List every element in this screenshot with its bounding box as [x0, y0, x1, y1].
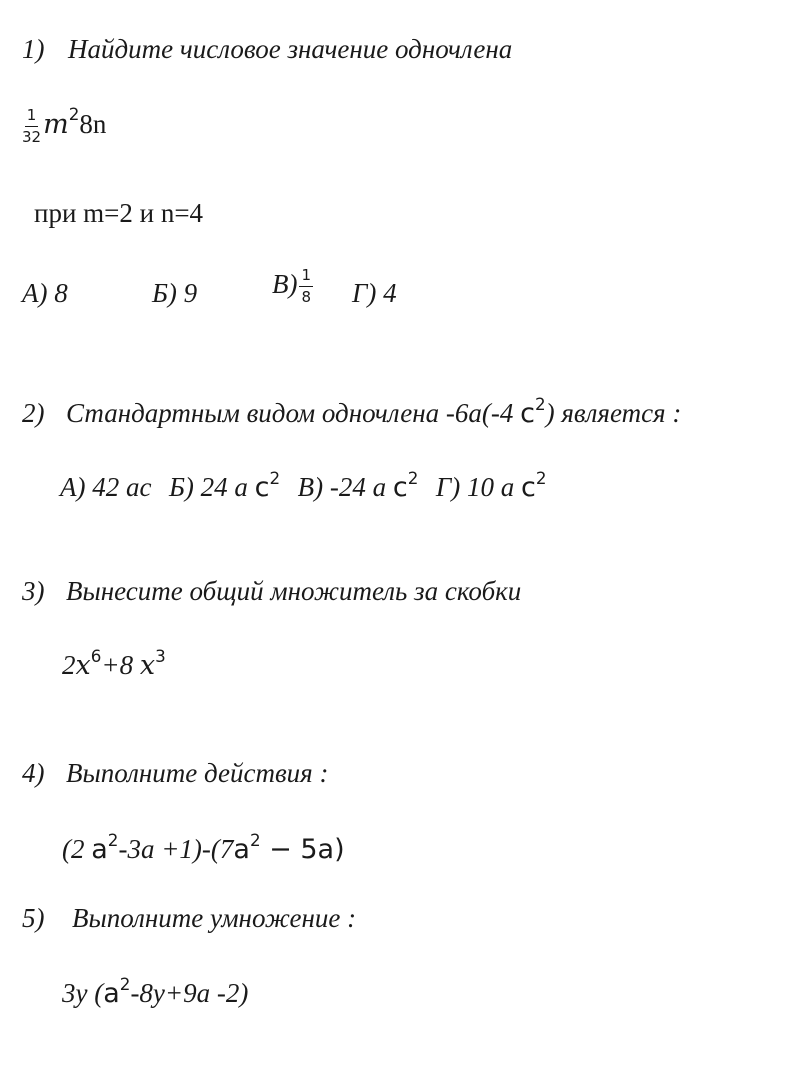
question-2-text-after: ) является :: [545, 398, 682, 428]
option-2d: Г) 10 a $c^2$: [435, 467, 547, 503]
question-1-number: 1): [22, 34, 45, 64]
question-2-heading: [22, 393, 682, 429]
monomial-tail: 8n: [79, 108, 107, 139]
fraction-1-32: $\frac{1}{32}$: [22, 106, 42, 146]
variable-c: c: [520, 398, 535, 429]
question-5-number: 5): [22, 903, 45, 933]
option-1a: А) 8: [22, 278, 68, 308]
question-2-number: 2): [22, 398, 45, 428]
question-1-monomial: [20, 104, 107, 146]
question-1-text: Найдите числовое значение одночлена: [68, 34, 513, 64]
fraction-1-8: $\frac{1}{8}$: [301, 266, 312, 306]
question-2-options: [60, 467, 547, 503]
question-3-number: 3): [22, 576, 45, 606]
question-3-expression: $2x^6+8$ $x^3$: [62, 645, 166, 681]
question-1-heading: [22, 36, 512, 63]
question-4-number: 4): [22, 758, 45, 788]
question-3-heading: [22, 578, 521, 605]
question-2-text-before: Стандартным видом одночлена -6a(-4: [66, 398, 521, 428]
option-1d: Г) 4: [352, 278, 397, 308]
question-1-condition: при m=2 и n=4: [34, 198, 204, 228]
question-5-expression: 3y ($a^2-8y+9a$ -2): [62, 973, 249, 1009]
option-2c: В) -24 a $c^2$: [297, 467, 419, 503]
option-1b: Б) 9: [152, 278, 198, 308]
exponent-c: 2: [534, 393, 546, 414]
question-4-expression: (2 $a^2-3a +1)-(7a^2 - 5a)$: [62, 829, 345, 865]
question-4-text: Выполните действия :: [66, 758, 329, 788]
question-3-text: Вынесите общий множитель за скобки: [66, 576, 522, 606]
option-1c: В) $\frac{1}{8}$: [272, 266, 312, 306]
question-5-text: Выполните умножение :: [72, 903, 357, 933]
option-2a: А) 42 ac: [60, 472, 152, 502]
question-4-heading: [22, 760, 328, 787]
exponent-m: 2: [68, 104, 80, 125]
variable-m: m: [43, 108, 69, 140]
question-5-heading: [22, 905, 356, 932]
option-2b: Б) 24 a $c^2$: [168, 467, 281, 503]
